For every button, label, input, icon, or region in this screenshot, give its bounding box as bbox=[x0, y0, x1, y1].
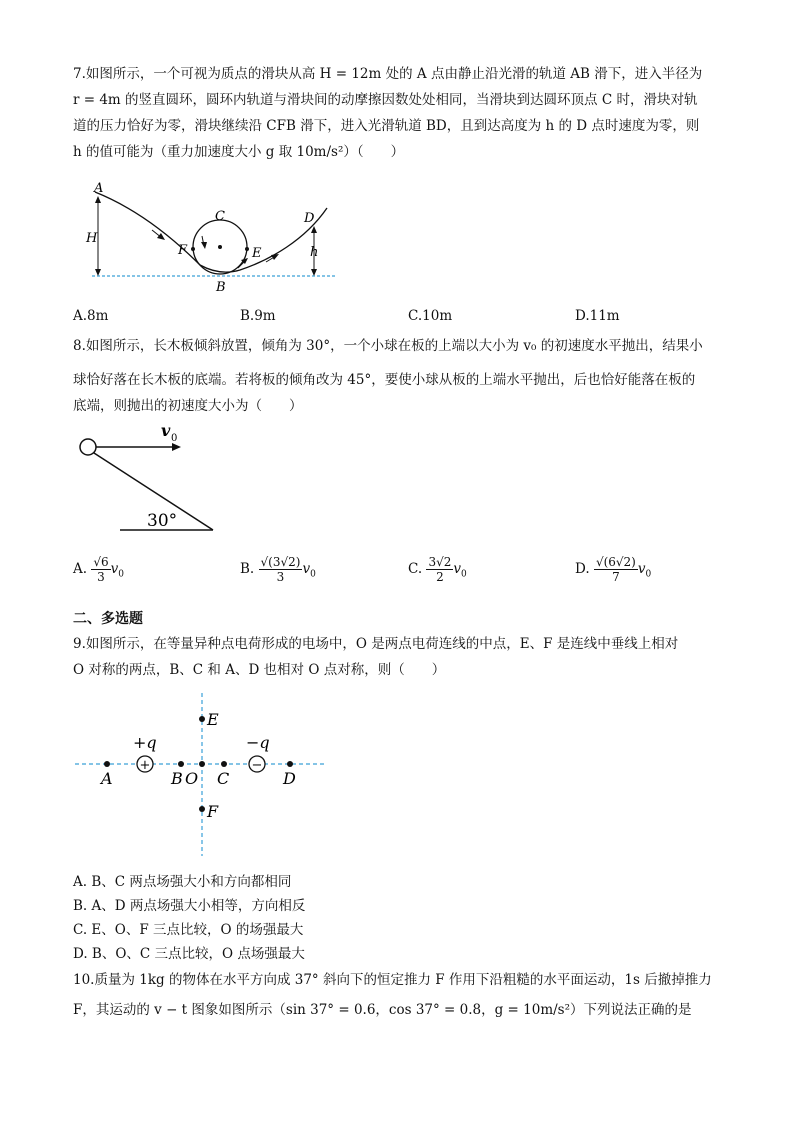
q7-option-b[interactable]: B.9m bbox=[240, 308, 276, 324]
q8-option-d[interactable] bbox=[575, 555, 651, 585]
q8-option-a-letter: A. bbox=[73, 561, 88, 577]
q7-line-3: 道的压力恰好为零，滑块继续沿 CFB 滑下，进入光滑轨道 BD，且到达高度为 h 的 D 点时速度为零，则 bbox=[73, 118, 700, 134]
q9-label-d: D bbox=[283, 769, 296, 788]
q7-option-d[interactable]: D.11m bbox=[575, 308, 620, 324]
q8-option-a-fraction bbox=[91, 555, 110, 584]
q9-label-minus-q: −q bbox=[246, 733, 270, 752]
q7-line-4: h 的值可能为（重力加速度大小 g 取 10m/s²）（ ） bbox=[73, 144, 405, 160]
q8-option-d-v: $v_0$ bbox=[637, 561, 652, 580]
q7-loop-center bbox=[218, 245, 222, 249]
q7-label-c: C bbox=[215, 209, 225, 224]
q7-label-d: D bbox=[304, 211, 315, 226]
q7-label-f: F bbox=[178, 243, 188, 258]
q9-point-e bbox=[199, 716, 205, 722]
q7-option-a[interactable]: A.8m bbox=[73, 308, 109, 324]
q7-figure bbox=[80, 180, 350, 300]
q9-point-c bbox=[221, 761, 227, 767]
q9-point-d bbox=[287, 761, 293, 767]
q9-label-a: A bbox=[101, 769, 113, 788]
q9-option-b[interactable]: B. A、D 两点场强大小相等，方向相反 bbox=[73, 898, 306, 914]
q8-option-d-letter: D. bbox=[575, 561, 590, 577]
q9-label-f: F bbox=[207, 802, 219, 821]
q9-positive-sign: + bbox=[139, 758, 151, 773]
q8-option-b-v: $v_0$ bbox=[302, 561, 316, 580]
q9-label-e: E bbox=[207, 710, 219, 729]
q9-point-a bbox=[104, 761, 110, 767]
q9-label-plus-q: +q bbox=[133, 733, 157, 752]
q7-label-small-h: h bbox=[310, 245, 319, 260]
q8-option-c-den: 2 bbox=[436, 570, 444, 584]
q8-line-2: 球恰好落在长木板的底端。若将板的倾角改为 45°，要使小球从板的上端水平抛出，后也恰好能落在板的 bbox=[73, 372, 696, 388]
q9-label-o: O bbox=[185, 769, 199, 788]
q8-option-c-v: $v_0$ bbox=[453, 561, 467, 580]
q9-line-2: O 对称的两点，B、C 和 A、D 也相对 O 点对称，则（ ） bbox=[73, 662, 446, 678]
q8-option-c[interactable] bbox=[408, 555, 467, 585]
q8-figure bbox=[75, 420, 225, 535]
q9-point-b bbox=[178, 761, 184, 767]
q7-label-b: B bbox=[216, 280, 226, 295]
q9-option-c[interactable]: C. E、O、F 三点比较，O 的场强最大 bbox=[73, 922, 304, 938]
q8-option-d-den: 7 bbox=[612, 570, 620, 584]
q8-option-b[interactable] bbox=[240, 555, 316, 585]
q8-option-d-num: √(6√2) bbox=[595, 555, 636, 569]
q7-point-f bbox=[191, 247, 195, 251]
q8-option-b-num: √(3√2) bbox=[260, 555, 301, 569]
q7-line-2: r = 4m 的竖直圆环，圆环内轨道与滑块间的动摩擦因数处处相同，当滑块到达圆环顶点 C 时，滑块对轨 bbox=[73, 92, 698, 108]
q8-option-c-fraction bbox=[426, 555, 453, 584]
q9-point-f bbox=[199, 806, 205, 812]
q7-label-e: E bbox=[252, 246, 262, 261]
q8-option-a-num: √6 bbox=[93, 555, 109, 569]
q7-label-a: A bbox=[94, 181, 104, 196]
q8-line-1: 8.如图所示，长木板倾斜放置，倾角为 30°，一个小球在板的上端以大小为 v₀ 的初速度水平抛出，结果小 bbox=[73, 338, 703, 354]
q8-option-b-fraction bbox=[259, 555, 303, 584]
q8-label-v: v bbox=[161, 421, 171, 440]
q9-label-b: B bbox=[171, 769, 183, 788]
q8-label-angle: 30° bbox=[147, 511, 178, 531]
q9-point-o bbox=[199, 761, 205, 767]
q8-line-3: 底端，则抛出的初速度大小为（ ） bbox=[73, 398, 303, 414]
section-heading-multi-choice: 二、多选题 bbox=[73, 611, 143, 627]
q8-option-d-fraction bbox=[594, 555, 638, 584]
q9-option-a[interactable]: A. B、C 两点场强大小和方向都相同 bbox=[73, 874, 292, 890]
q9-negative-sign: − bbox=[251, 758, 263, 773]
q9-line-1: 9.如图所示，在等量异种点电荷形成的电场中，O 是两点电荷连线的中点，E、F 是连线中垂线上相对 bbox=[73, 636, 679, 652]
q8-option-a-den: 3 bbox=[97, 570, 105, 584]
q10-line-2: F，其运动的 v − t 图象如图所示（sin 37° = 0.6，cos 37° = 0.8，g = 10m/s²）下列说法正确的是 bbox=[73, 1002, 692, 1018]
q9-label-c: C bbox=[217, 769, 230, 788]
q10-line-1: 10.质量为 1kg 的物体在水平方向成 37° 斜向下的恒定推力 F 作用下沿粗糙的水平面运动，1s 后撤掉推力 bbox=[73, 972, 712, 988]
q8-option-a-v: $v_0$ bbox=[110, 561, 124, 580]
q8-option-a[interactable] bbox=[73, 555, 124, 585]
q9-figure bbox=[70, 688, 330, 858]
q7-option-c[interactable]: C.10m bbox=[408, 308, 453, 324]
q7-track bbox=[95, 192, 327, 272]
q7-label-big-h: H bbox=[86, 231, 98, 246]
q7-line-1: 7.如图所示，一个可视为质点的滑块从高 H = 12m 处的 A 点由静止沿光滑的轨道 AB 滑下，进入半径为 bbox=[73, 66, 703, 82]
q9-option-d[interactable]: D. B、O、C 三点比较，O 点场强最大 bbox=[73, 946, 305, 962]
q8-option-b-den: 3 bbox=[276, 570, 285, 584]
q8-ball bbox=[80, 439, 96, 455]
q8-label-v-sub: 0 bbox=[171, 433, 178, 444]
q7-point-e bbox=[245, 247, 249, 251]
q8-option-c-num: 3√2 bbox=[428, 555, 452, 569]
q8-option-b-letter: B. bbox=[240, 561, 255, 577]
q8-option-c-letter: C. bbox=[408, 561, 423, 577]
